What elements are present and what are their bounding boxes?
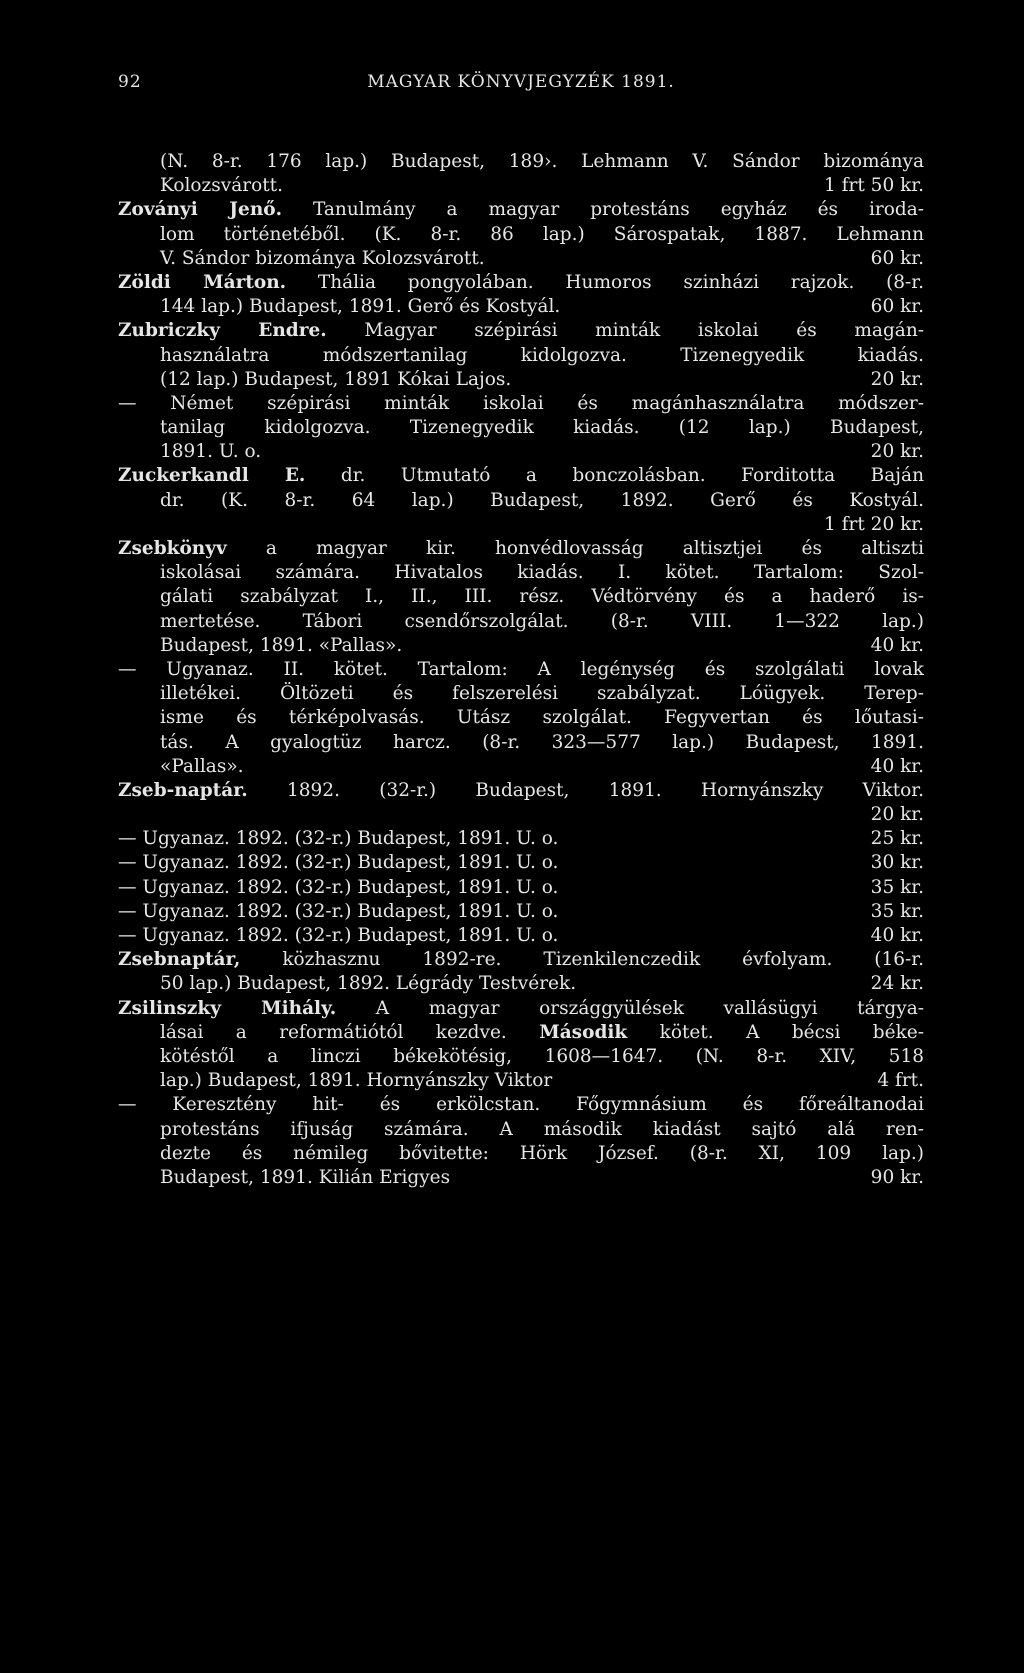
line-text: — Ugyanaz. 1892. (32-r.) Budapest, 1891. U. o. — [118, 900, 559, 922]
text-line — [118, 1142, 924, 1166]
text-line — [118, 658, 924, 682]
line-text: Tanulmány a magyar protestáns egyház és iroda- — [282, 199, 924, 221]
line-text: Budapest, 1891. «Pallas». — [160, 634, 403, 656]
text-line — [118, 489, 924, 513]
text-line — [118, 247, 924, 271]
line-text: A magyar országgyülések vallásügyi tárgya- — [336, 997, 924, 1019]
line-text: 1892. (32-r.) Budapest, 1891. Hornyánszky Viktor. — [247, 779, 924, 801]
text-line — [118, 876, 924, 900]
entry-heading: Zsilinszky Mihály. — [118, 997, 337, 1019]
line-text: 24 kr. — [870, 973, 924, 995]
page-number: 92 — [118, 72, 142, 92]
line-text: mertetése. Tábori csendőrszolgálat. (8-r. VIII. 1—322 lap.) — [160, 610, 924, 632]
text-line — [118, 1021, 924, 1045]
line-text: Budapest, 1891. Kilián Erigyes — [160, 1166, 451, 1188]
text-line — [118, 948, 924, 972]
text-line — [118, 1093, 924, 1117]
text-line — [118, 440, 924, 464]
text-line — [118, 464, 924, 488]
entry-heading: Zsebkönyv — [118, 538, 227, 559]
text-line — [118, 223, 924, 247]
line-text: 4 frt. — [877, 1070, 924, 1092]
text-line — [118, 731, 924, 755]
line-text: 1 frt 20 kr. — [824, 513, 924, 535]
line-text: dr. (K. 8-r. 64 lap.) Budapest, 1892. Gerő és Kostyál. — [160, 489, 924, 511]
entry-heading: Zseb-naptár. — [118, 779, 248, 801]
line-text: tanilag kidolgozva. Tizenegyedik kiadás. (12 lap.) Budapest, — [160, 417, 924, 439]
text-line — [118, 150, 924, 174]
text-line — [118, 344, 924, 368]
text-line — [118, 416, 924, 440]
line-text: illetékei. Öltözeti és felszerelési szabályzat. Lóügyek. Terep- — [160, 683, 924, 705]
text-line — [118, 392, 924, 416]
entry-heading: Zuckerkandl E. — [118, 465, 306, 487]
text-line — [118, 755, 924, 779]
entry-heading: Zoványi Jenő. — [118, 199, 283, 221]
line-text: «Pallas». — [160, 755, 244, 777]
line-text: — Ugyanaz. 1892. (32-r.) Budapest, 1891. U. o. — [118, 828, 559, 850]
line-text: 30 kr. — [870, 852, 924, 874]
line-text: közhasznu 1892-re. Tizenkilenczedik évfolyam. (16-r. — [240, 949, 924, 971]
line-text: dr. Utmutató a bonczolásban. Forditotta Baján — [305, 465, 924, 487]
text-line — [118, 827, 924, 851]
text-line — [118, 537, 924, 561]
line-text: 40 kr. — [870, 634, 924, 656]
entry-heading: Zsebnaptár, — [118, 949, 241, 971]
line-text: — Keresztény hit- és erkölcstan. Főgymnásium és főreáltanodai — [118, 1094, 924, 1116]
line-text: isme és térképolvasás. Utász szolgálat. Fegyvertan és lőutasi- — [160, 707, 924, 729]
text-line — [118, 706, 924, 730]
text-line — [118, 513, 924, 537]
line-text: 60 kr. — [870, 296, 924, 318]
text-line — [118, 851, 924, 875]
text-line — [118, 610, 924, 634]
line-text: iskolásai számára. Hivatalos kiadás. I. kötet. Tartalom: Szol- — [160, 562, 924, 584]
catalog-text — [118, 150, 924, 1190]
text-line — [118, 779, 924, 803]
line-text: V. Sándor bizománya Kolozsvárott. — [160, 247, 485, 269]
text-line — [118, 900, 924, 924]
text-line — [118, 295, 924, 319]
text-line — [118, 634, 924, 658]
line-text: (N. 8-r. 176 lap.) Budapest, 189›. Lehmann V. Sándor bizománya — [160, 151, 924, 172]
line-text: — Ugyanaz. 1892. (32-r.) Budapest, 1891. U. o. — [118, 925, 559, 946]
line-text: 50 lap.) Budapest, 1892. Légrády Testvérek. — [160, 973, 577, 995]
text-line — [118, 319, 924, 343]
line-text: — Ugyanaz. II. kötet. Tartalom: A legénység és szolgálati lovak — [118, 658, 924, 680]
line-text: 60 kr. — [870, 247, 924, 269]
line-text: 1891. U. o. — [160, 441, 262, 463]
text-line — [118, 682, 924, 706]
line-text: 20 kr. — [870, 368, 924, 390]
line-text: 40 kr. — [870, 755, 924, 777]
text-line — [118, 1118, 924, 1142]
line-text: — Német szépirási minták iskolai és magánhasználatra módszer- — [118, 392, 924, 414]
line-text: 35 kr. — [870, 876, 924, 898]
running-title: MAGYAR KÖNYVJEGYZÉK 1891. — [367, 72, 675, 92]
entry-heading: Zöldi Márton. — [118, 271, 287, 293]
text-line — [118, 368, 924, 392]
line-text: Thália pongyolában. Humoros szinházi rajzok. (8-r. — [286, 271, 924, 293]
line-text: lap.) Budapest, 1891. Hornyánszky Viktor — [160, 1070, 553, 1092]
line-text: 25 kr. — [870, 828, 924, 850]
line-text: 20 kr. — [870, 804, 924, 826]
line-text: (12 lap.) Budapest, 1891 Kókai Lajos. — [160, 368, 512, 390]
line-text: 1 frt 50 kr. — [824, 175, 924, 197]
running-header — [118, 72, 924, 102]
text-line — [118, 174, 924, 198]
text-line — [118, 561, 924, 585]
line-text: használatra módszertanilag kidolgozva. Tizenegyedik kiadás. — [160, 344, 924, 366]
line-text: kötéstől a linczi békekötésig, 1608—1647. (N. 8-r. XIV, 518 — [160, 1045, 924, 1067]
line-text: — Ugyanaz. 1892. (32-r.) Budapest, 1891. U. o. — [118, 852, 559, 874]
line-text: — Ugyanaz. 1892. (32-r.) Budapest, 1891. U. o. — [118, 876, 559, 898]
line-text: 144 lap.) Budapest, 1891. Gerő és Kostyál. — [160, 296, 561, 318]
line-text: Magyar szépirási minták iskolai és magán- — [326, 320, 924, 342]
text-line — [118, 271, 924, 295]
line-text: dezte és némileg bővitette: Hörk József. (8-r. XI, 109 lap.) — [160, 1142, 924, 1164]
line-text: 40 kr. — [870, 925, 924, 946]
line-text: lásai a reformátiótól kezdve. — [160, 1021, 540, 1043]
line-text: Kolozsvárott. — [160, 175, 283, 197]
text-line — [118, 1069, 924, 1093]
line-text: kötet. A bécsi béke- — [627, 1021, 924, 1043]
line-text: 20 kr. — [870, 441, 924, 463]
line-text: lom történetéből. (K. 8-r. 86 lap.) Sárospatak, 1887. Lehmann — [160, 223, 924, 245]
line-text: 90 kr. — [870, 1166, 924, 1188]
line-text: a magyar kir. honvédlovasság altisztjei és altiszti — [226, 538, 924, 559]
text-line — [118, 1045, 924, 1069]
line-text: 35 kr. — [870, 900, 924, 922]
text-line — [118, 1166, 924, 1190]
line-text: gálati szabályzat I., II., III. rész. Védtörvény és a haderő is- — [160, 586, 924, 608]
text-line — [118, 198, 924, 222]
text-line — [118, 803, 924, 827]
text-line — [118, 997, 924, 1021]
text-line — [118, 924, 924, 948]
entry-heading: Zubriczky Endre. — [118, 320, 327, 342]
text-line — [118, 585, 924, 609]
text-line — [118, 972, 924, 996]
entry-heading: Második — [539, 1021, 628, 1043]
line-text: tás. A gyalogtüz harcz. (8-r. 323—577 lap.) Budapest, 1891. — [160, 731, 924, 753]
line-text: protestáns ifjuság számára. A második kiadást sajtó alá ren- — [160, 1118, 924, 1140]
